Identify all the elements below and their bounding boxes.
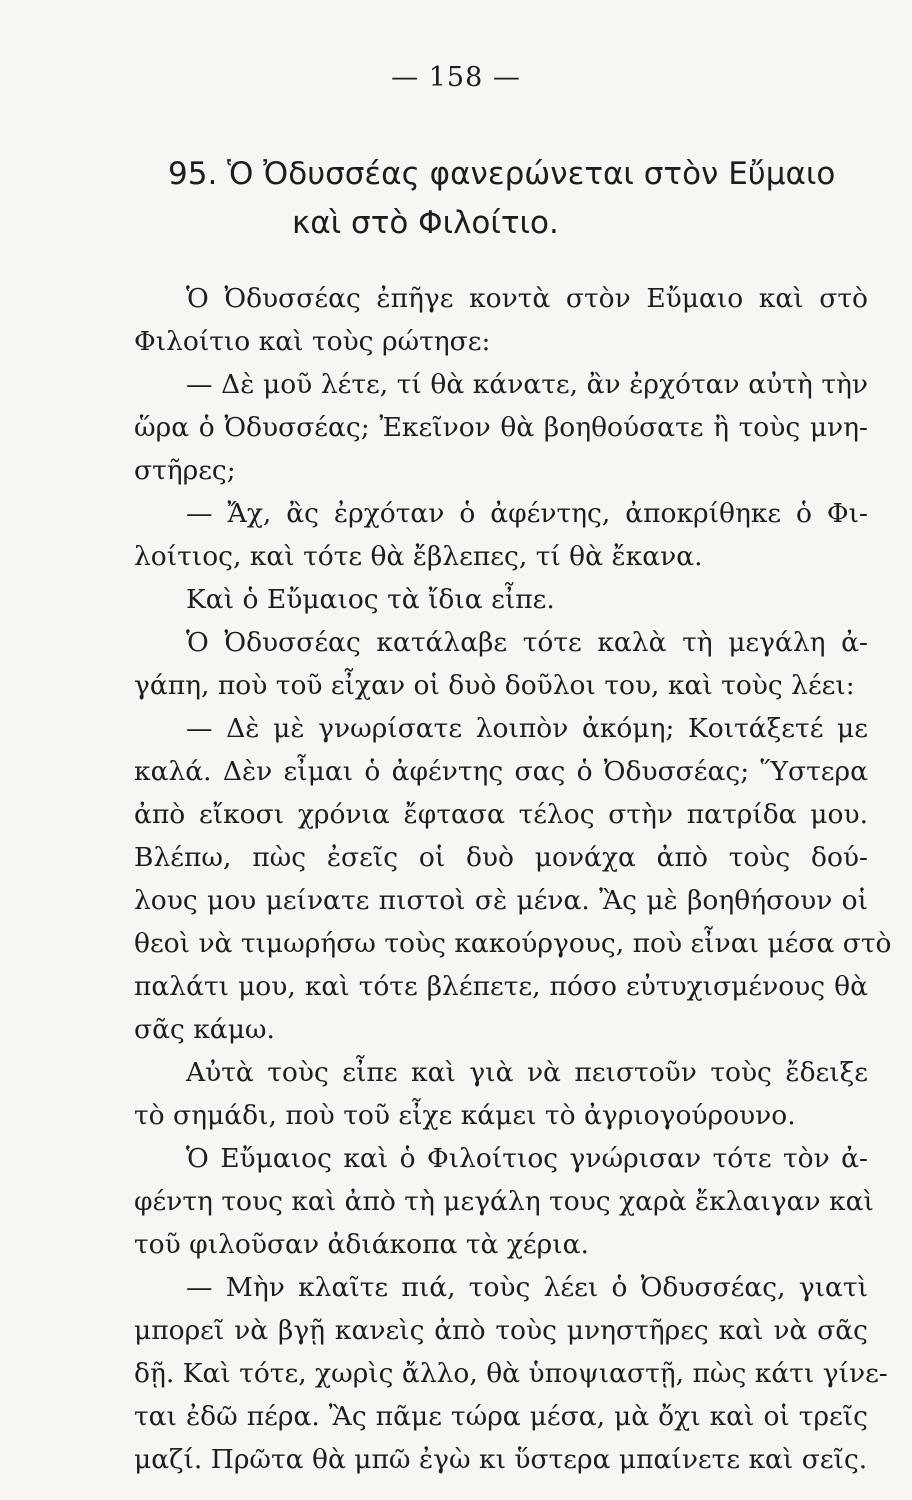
paragraph — [134, 707, 892, 1051]
paragraph — [134, 1051, 868, 1137]
text-line: ὥρα ὁ Ὀδυσσέας; Ἐκεῖνον θὰ βοηθούσατε ἢ τοὺς μνη- — [134, 412, 868, 443]
text-line: θεοὶ νὰ τιμωρήσω τοὺς κακούργους, ποὺ εἶναι μέσα στὸ — [134, 928, 892, 959]
paragraph — [134, 1137, 874, 1266]
paragraph — [134, 578, 868, 621]
text-line: γάπη, ποὺ τοῦ εἶχαν οἱ δυὸ δοῦλοι του, καὶ τοὺς λέει: — [134, 670, 855, 701]
text-line: φέντη τους καὶ ἀπὸ τὴ μεγάλη τους χαρὰ ἔκλαιγαν καὶ — [134, 1186, 874, 1217]
text-line: Ὁ Ὀδυσσέας κατάλαβε τότε καλὰ τὴ μεγάλη ἀ- — [186, 627, 868, 658]
text-line: ἀπὸ εἴκοσι χρόνια ἔφτασα τέλος στὴν πατρίδα μου. — [134, 799, 868, 830]
text-line: στῆρες; — [134, 455, 236, 486]
text-line: τοῦ φιλοῦσαν ἀδιάκοπα τὰ χέρια. — [134, 1229, 589, 1260]
title-line-2: καὶ στὸ Φιλοίτιο. — [292, 205, 559, 241]
text-line: — Ἄχ, ἂς ἐρχόταν ὁ ἀφέντης, ἀποκρίθηκε ὁ Φι- — [186, 498, 868, 529]
text-line: Φιλοίτιο καὶ τοὺς ρώτησε: — [134, 326, 491, 357]
text-line: καλά. Δὲν εἶμαι ὁ ἀφέντης σας ὁ Ὀδυσσέας; Ὕστερα — [134, 756, 868, 787]
paragraph — [134, 277, 868, 363]
text-line: λους μου μείνατε πιστοὶ σὲ μένα. Ἂς μὲ βοηθήσουν οἱ — [134, 885, 868, 916]
text-line: τὸ σημάδι, ποὺ τοῦ εἶχε κάμει τὸ ἀγριογούρουνο. — [134, 1100, 796, 1131]
page-number: — 158 — — [391, 62, 521, 93]
text-line: δῇ. Καὶ τότε, χωρὶς ἄλλο, θὰ ὑποψιαστῇ, πὼς κάτι γίνε- — [134, 1358, 888, 1389]
text-line: Καὶ ὁ Εὔμαιος τὰ ἴδια εἶπε. — [186, 584, 555, 615]
text-line: σᾶς κάμω. — [134, 1014, 275, 1045]
title-line-1: 95. Ὁ Ὀδυσσέας φανερώνεται στὸν Εὔμαιο — [168, 156, 836, 192]
text-line: — Δὲ μὲ γνωρίσατε λοιπὸν ἀκόμη; Κοιτάξετέ με — [186, 713, 868, 744]
text-line: μπορεῖ νὰ βγῇ κανεὶς ἀπὸ τοὺς μνηστῆρες καὶ νὰ σᾶς — [134, 1315, 868, 1346]
body-text — [134, 277, 892, 1481]
paragraph — [134, 621, 868, 707]
text-line: — Μὴν κλαῖτε πιά, τοὺς λέει ὁ Ὀδυσσέας, γιατὶ — [186, 1272, 868, 1303]
text-line: παλάτι μου, καὶ τότε βλέπετε, πόσο εὐτυχισμένους θὰ — [134, 971, 868, 1002]
text-line: Βλέπω, πὼς ἐσεῖς οἱ δυὸ μονάχα ἀπὸ τοὺς δού- — [134, 842, 868, 873]
text-line: Ὁ Ὀδυσσέας ἐπῆγε κοντὰ στὸν Εὔμαιο καὶ στὸ — [186, 283, 868, 314]
text-line: — Δὲ μοῦ λέτε, τί θὰ κάνατε, ἂν ἐρχόταν αὐτὴ τὴν — [186, 369, 868, 400]
section-title — [168, 150, 868, 248]
paragraph — [134, 492, 868, 578]
text-line: λοίτιος, καὶ τότε θὰ ἔβλεπες, τί θὰ ἔκανα. — [134, 541, 703, 572]
text-line: ται ἐδῶ πέρα. Ἂς πᾶμε τώρα μέσα, μὰ ὄχι καὶ οἱ τρεῖς — [134, 1401, 868, 1432]
paragraph — [134, 1266, 888, 1481]
text-line: Αὐτὰ τοὺς εἶπε καὶ γιὰ νὰ πειστοῦν τοὺς ἔδειξε — [186, 1057, 868, 1088]
text-line: μαζί. Πρῶτα θὰ μπῶ ἐγὼ κι ὕστερα μπαίνετε καὶ σεῖς. — [134, 1444, 868, 1475]
text-line: Ὁ Εὔμαιος καὶ ὁ Φιλοίτιος γνώρισαν τότε τὸν ἀ- — [186, 1143, 868, 1174]
paragraph — [134, 363, 868, 492]
